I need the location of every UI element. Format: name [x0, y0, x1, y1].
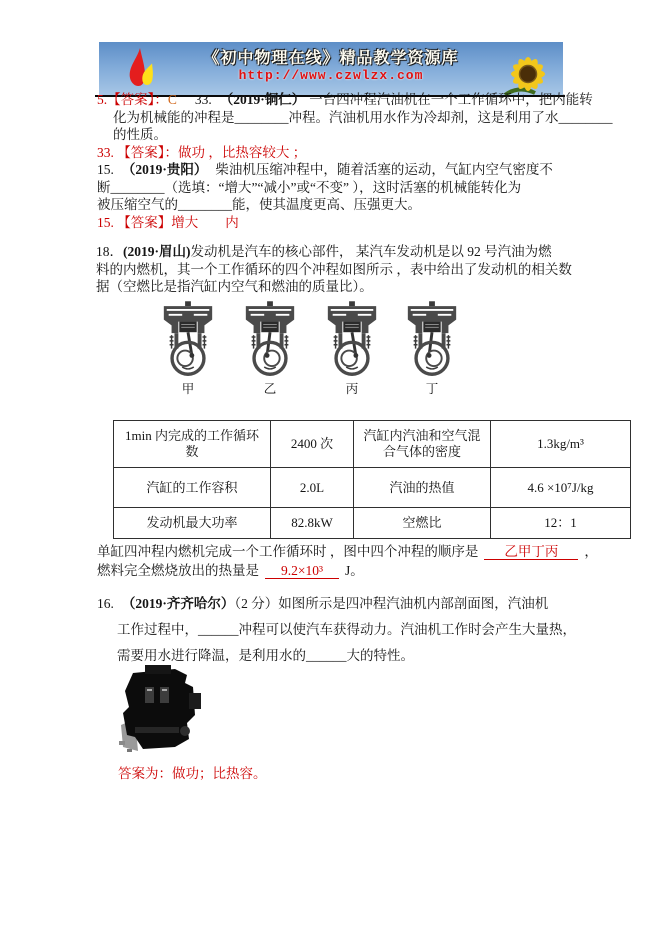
answer-33-line: 33. 【答案】：做功 ，比热容较大 ；	[97, 144, 307, 160]
question-text: 发动机是汽车的核心部件， 某汽车发动机是以 92 号汽油为燃	[190, 244, 552, 259]
engine-stroke-figure	[402, 300, 462, 396]
question-text: 工作过程中，______冲程可以使汽车获得动力。汽油机工作时会产生大量热，	[117, 622, 576, 637]
spec-cell: 2.0L	[271, 468, 354, 508]
site-banner	[99, 42, 563, 95]
engine-spec-table	[113, 420, 631, 539]
engine-stroke-icon	[241, 300, 299, 376]
question-text: 单缸四冲程内燃机完成一个工作循环时 ，图中四个冲程的顺序是	[97, 544, 479, 559]
question-16-line	[97, 591, 576, 617]
spec-cell: 12：1	[491, 508, 631, 539]
table-row	[114, 468, 631, 508]
question-text: 被压缩空气的________能，使其温度更高、压强更大。	[97, 197, 421, 212]
spec-cell: 汽缸内汽油和空气混合气体的密度	[354, 421, 491, 468]
question-text: 断________（选填：“增大”“减小”或“不变” ），这时活塞的机械能转化为	[97, 179, 522, 195]
engine-stroke-icon	[159, 300, 217, 376]
question-18-line	[96, 243, 572, 261]
question-number: 15.	[97, 162, 114, 177]
answers-and-q15-block	[97, 91, 613, 231]
spec-cell: 空燃比	[354, 508, 491, 539]
question-18-block	[96, 243, 572, 296]
engine-photo	[115, 663, 208, 758]
spec-cell: 2400 次	[271, 421, 354, 468]
question-number: 33.	[194, 92, 212, 107]
table-row	[114, 421, 631, 468]
spec-cell: 1min 内完成的工作循环数	[114, 421, 271, 468]
answer-5-line	[97, 91, 613, 109]
question-text: 一台四冲程汽油机在一个工作循环中，把内能转	[309, 92, 593, 107]
spec-cell: 发动机最大功率	[114, 508, 271, 539]
question-15-line	[97, 161, 613, 179]
question-text: 料的内燃机，其一个工作循环的四个冲程如图所示 ，表中给出了发动机的相关数	[96, 261, 572, 277]
answer-label: 5.【答案】：	[97, 92, 168, 107]
spec-cell: 1.3kg/m³	[491, 421, 631, 468]
conclusion-line	[97, 542, 598, 561]
blank-answer: 乙甲丁丙	[484, 544, 578, 560]
question-text: 据（空燃比是指汽缸内空气和燃油的质量比）。	[96, 279, 373, 294]
answer-value: C	[167, 92, 177, 107]
question-16-block	[97, 591, 576, 669]
question-source: （2019·贵阳）	[121, 162, 208, 177]
table-row	[114, 508, 631, 539]
question-text: 燃料完全燃烧放出的热量是	[97, 563, 259, 578]
engine-stroke-figure	[158, 300, 218, 396]
answer-16-line: 答案为：做功；比热容。	[118, 766, 267, 781]
figure-label: 甲	[181, 382, 195, 396]
question-text: 的性质。	[113, 127, 167, 142]
question-number: 18．	[96, 244, 123, 259]
question-text: 化为机械能的冲程是________冲程。汽油机用水作为冷却剂，这是利用了水________	[113, 109, 613, 125]
figure-label: 乙	[263, 382, 277, 396]
engine-stroke-icon	[323, 300, 381, 376]
question-text: 柴油机压缩冲程中，随着活塞的运动，气缸内空气密度不	[215, 162, 553, 177]
question-text: （2 分）如图所示是四冲程汽油机内部剖面图，汽油机	[234, 596, 549, 611]
question-source: （2019·齐齐哈尔）	[121, 596, 235, 611]
engine-stroke-figure	[322, 300, 382, 396]
question-text: 需要用水进行降温，是利用水的______大的特性。	[117, 648, 414, 663]
figure-label: 丁	[425, 382, 439, 396]
banner-url-link[interactable]: http://www.czwlzx.com	[238, 68, 424, 83]
banner-title: 《初中物理在线》精品教学资源库	[203, 50, 459, 67]
blank-answer: 9.2×10³	[265, 563, 339, 579]
question-number: 16.	[97, 596, 114, 611]
spec-cell: 汽油的热值	[354, 468, 491, 508]
question-source: （2019·铜仁）	[219, 92, 306, 107]
spec-cell: 82.8kW	[271, 508, 354, 539]
question-text: ，	[584, 544, 598, 559]
spec-cell: 4.6 ×10⁷J/kg	[491, 468, 631, 508]
figure-label: 丙	[345, 382, 359, 396]
q18-conclusion-block	[97, 542, 598, 580]
question-source: (2019·眉山)	[123, 244, 191, 259]
question-text: J。	[345, 563, 364, 578]
sunflower-icon	[499, 45, 559, 97]
engine-stroke-figure	[240, 300, 300, 396]
engine-stroke-icon	[403, 300, 461, 376]
conclusion-line	[97, 561, 598, 580]
spec-cell: 汽缸的工作容积	[114, 468, 271, 508]
answer-15-line: 15. 【答案】增大 内	[97, 214, 239, 230]
